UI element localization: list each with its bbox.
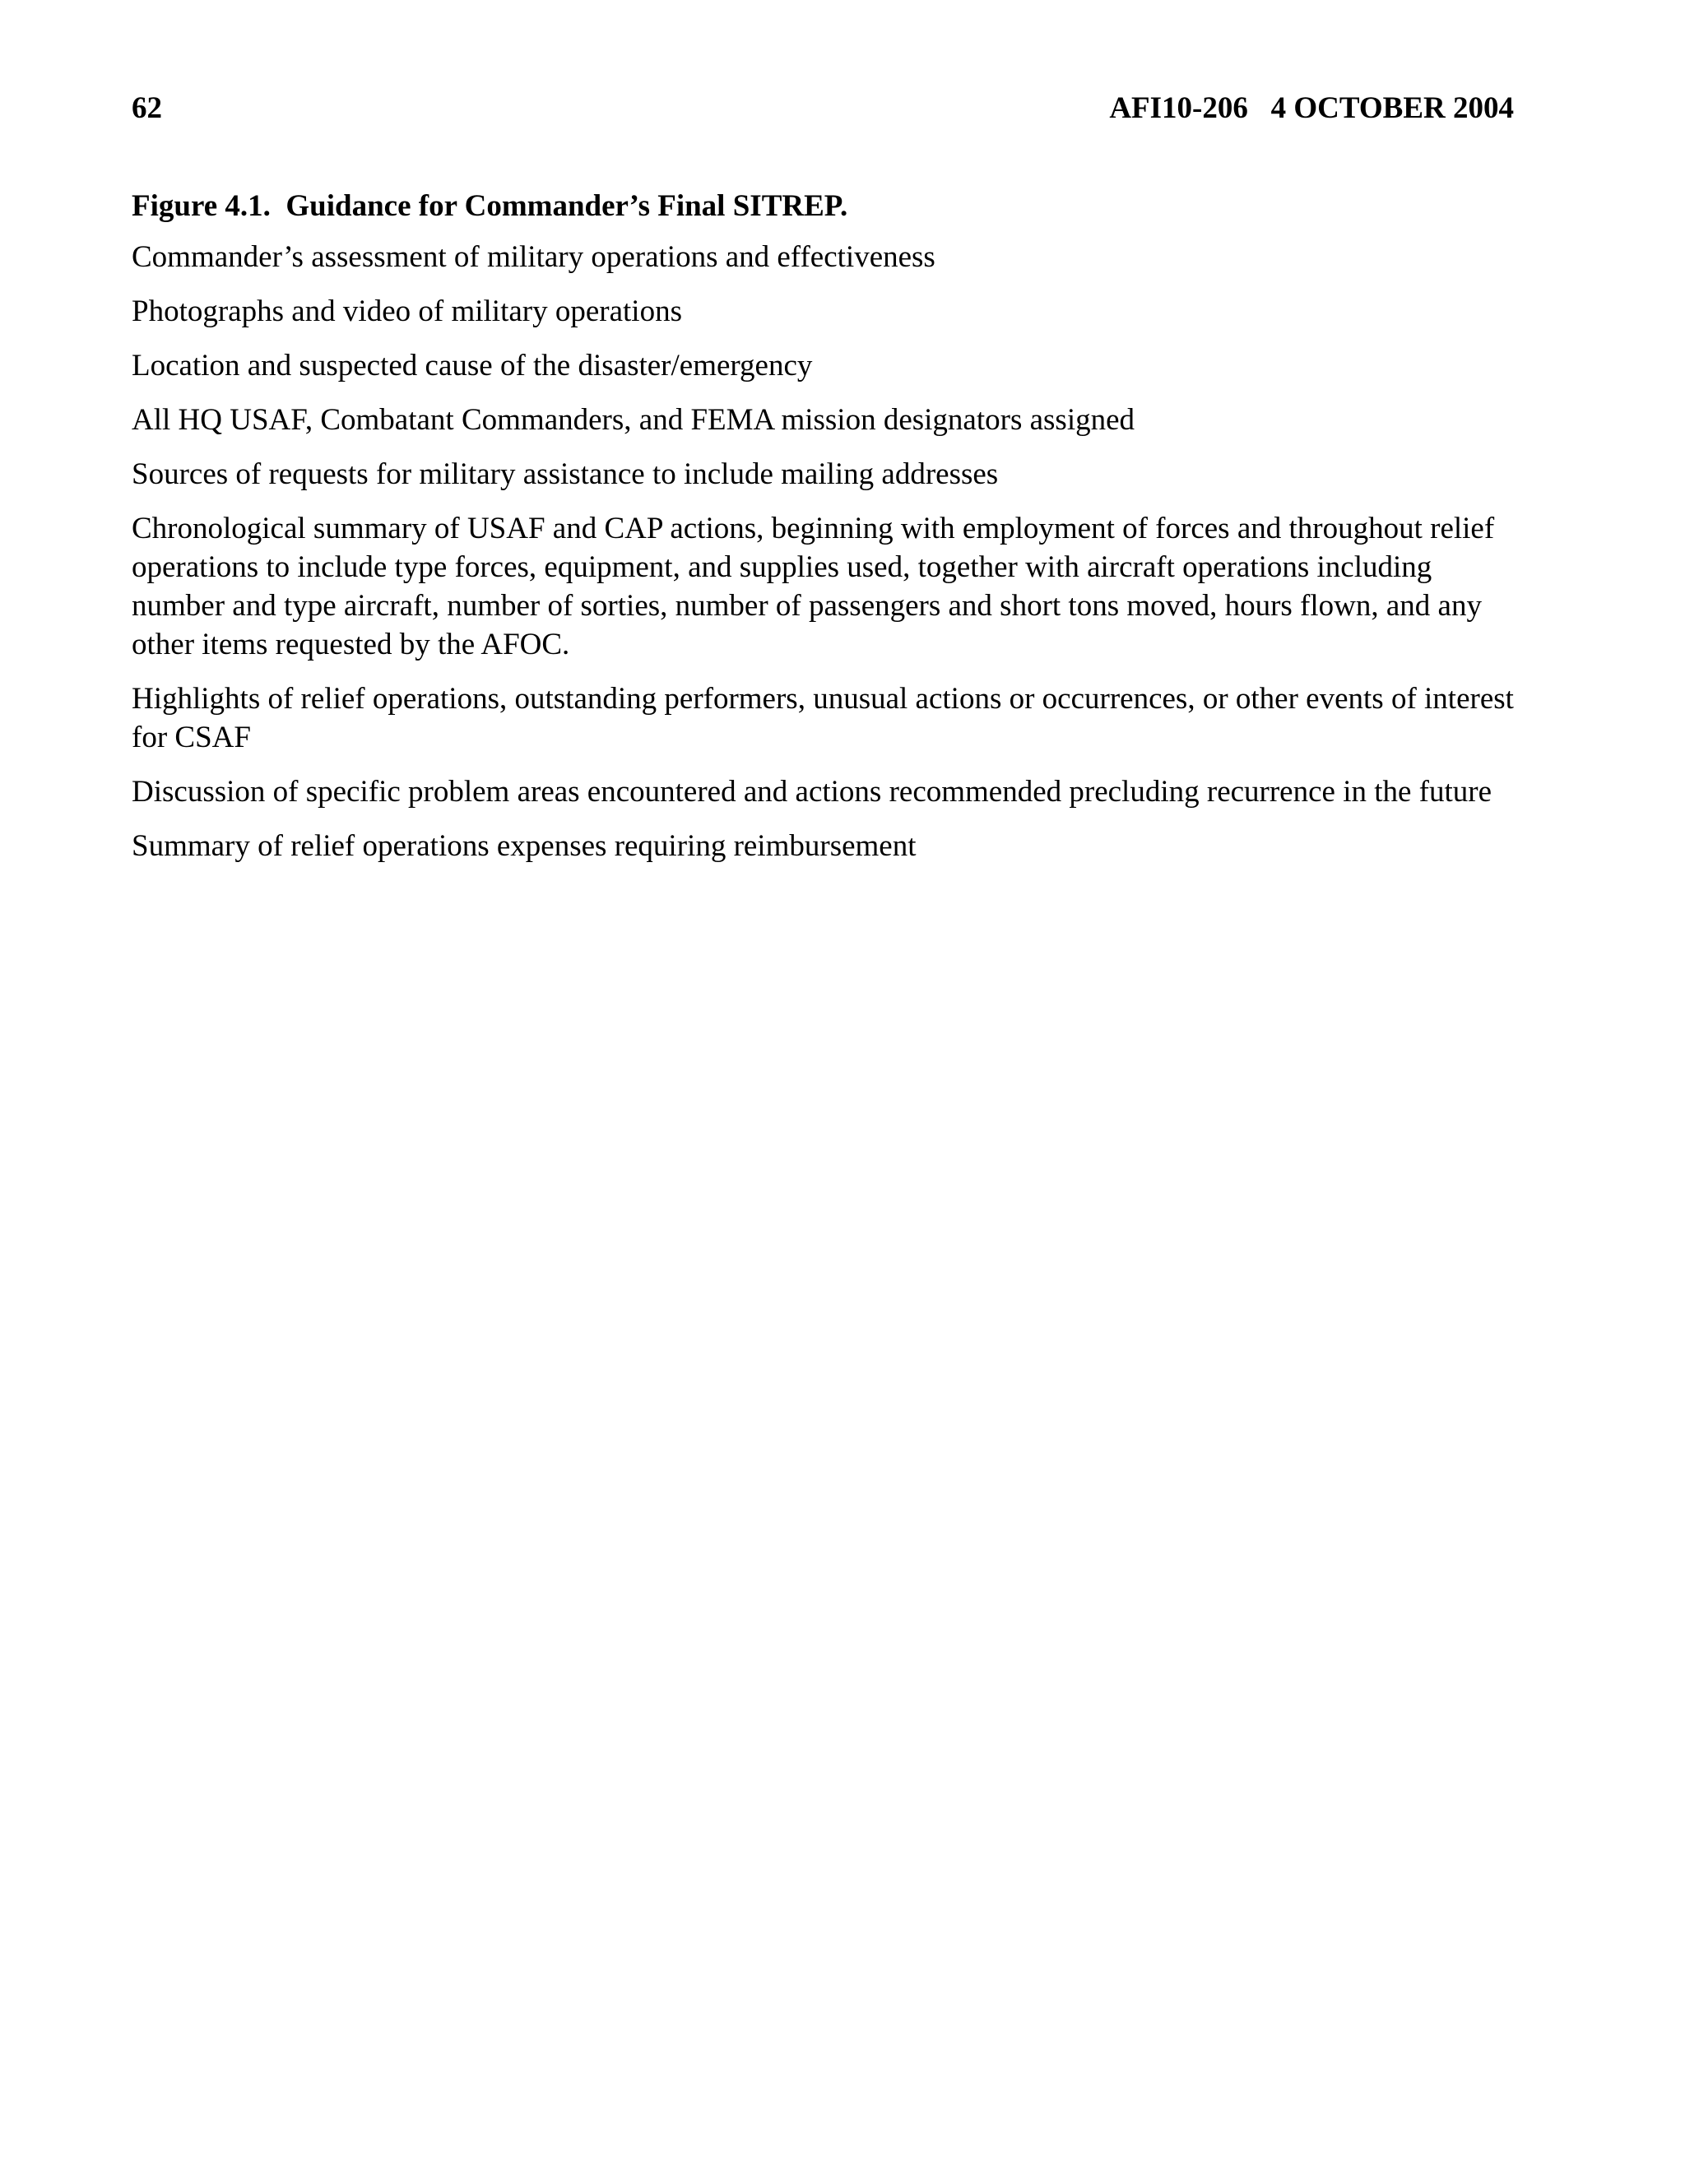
- list-item: Commander’s assessment of military operations and effectiveness: [132, 240, 935, 274]
- page-header: [132, 89, 1514, 135]
- figure-content: [132, 187, 1518, 881]
- page-number: 62: [132, 91, 162, 125]
- list-item: Summary of relief operations expenses requiring reimbursement: [132, 829, 917, 863]
- list-item: Chronological summary of USAF and CAP actions, beginning with employment of forces and throughout relief operations to include type forces, equipment, and supplies used, together with aircraft operations including number and type aircraft, number of sorties, number of passengers and short tons moved, hours flown, and any other items requested by the AFOC.: [132, 512, 1495, 661]
- list-item: All HQ USAF, Combatant Commanders, and FEMA mission designators assigned: [132, 403, 1135, 437]
- list-item: Discussion of specific problem areas encountered and actions recommended precluding recurrence in the future: [132, 775, 1492, 809]
- list-item: Photographs and video of military operations: [132, 294, 682, 328]
- figure-title: Figure 4.1. Guidance for Commander’s Final SITREP.: [132, 189, 848, 223]
- list-item: Highlights of relief operations, outstanding performers, unusual actions or occurrences, or other events of interest for CSAF: [132, 682, 1514, 754]
- list-item: Sources of requests for military assistance to include mailing addresses: [132, 457, 999, 491]
- list-item: Location and suspected cause of the disaster/emergency: [132, 349, 813, 383]
- document-id: AFI10-206 4 OCTOBER 2004: [1109, 91, 1514, 125]
